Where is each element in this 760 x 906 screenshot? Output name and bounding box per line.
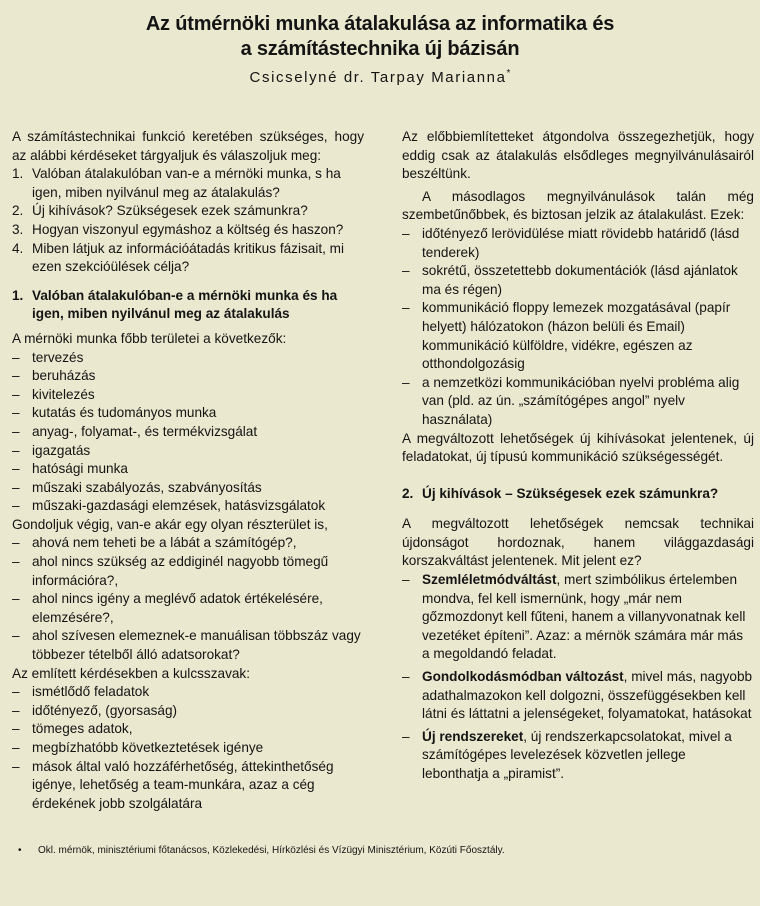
article-title — [0, 12, 760, 62]
item-text: mások által való hozzáférhetőség, áttekinthetőség igénye, lehetőség a team-munkára, azaz a cég érdekének jobb szolgálatára — [32, 758, 334, 811]
question-item — [12, 202, 364, 221]
areas-list — [12, 349, 364, 516]
item-text: megbízhatóbb következtetések igénye — [32, 740, 264, 755]
item-text: kutatás és tudományos munka — [32, 405, 217, 421]
item-text: műszaki-gazdasági elemzések, hatásvizsgálatok — [32, 498, 326, 514]
list-item — [12, 720, 364, 739]
list-item — [12, 404, 364, 423]
item-text: ahol szívesen elemeznek-e manuálisan többszáz vagy többezer tételből álló adatsorokat? — [32, 628, 361, 663]
bold-term: Gondolkodásmódban változást — [422, 669, 624, 685]
list-item — [402, 728, 754, 784]
challenges-paragraph: A megváltozott lehetőségek új kihívásokat jelentenek, új feladatokat, új típusú kommunikáció szükségességét. — [402, 430, 754, 465]
think-intro: Gondoljuk végig, van-e akár egy olyan részterület is, — [12, 516, 328, 532]
list-item — [402, 262, 754, 299]
left-column — [12, 128, 364, 813]
heading-number: 1. — [12, 287, 24, 303]
item-text: ahol nincs szükség az eddiginél nagyobb tömegű információra?, — [32, 554, 329, 588]
item-number: 3. — [12, 221, 24, 237]
section-heading-2 — [402, 485, 754, 504]
author-line — [0, 68, 760, 86]
item-number: 1. — [12, 166, 24, 182]
item-text: műszaki szabályozás, szabványosítás — [32, 479, 262, 495]
author-name: Csicselyné dr. Tarpay Marianna — [249, 69, 507, 86]
intro-paragraph: A számítástechnikai funkció keretében szükséges, hogy az alábbi kérdéseket tárgyaljuk és válaszoljuk meg: — [12, 129, 364, 163]
list-item — [12, 534, 364, 553]
question-list — [12, 165, 364, 277]
item-text: Miben látjuk az információátadás kritikus fázisait, mi ezen szekcióülések célja? — [32, 240, 345, 275]
item-text: Új kihívások? Szükségesek ezek számunkra? — [32, 203, 308, 219]
item-text: Hogyan viszonyul egymáshoz a költség és haszon? — [32, 221, 344, 237]
section-heading-1 — [12, 287, 364, 324]
footnote-mark: • — [18, 845, 22, 856]
change-paragraph: A megváltozott lehetőségek nemcsak technikai újdonságot hordoznak, hanem világgazdasági korszakváltást jelentenek. Mit jelent ez? — [402, 516, 754, 569]
dash-marker: – — [12, 591, 20, 607]
dash-marker: – — [12, 349, 20, 365]
dash-marker: – — [402, 300, 410, 316]
item-text: ahová nem teheti be a lábát a számítógép?, — [32, 535, 297, 551]
item-text: igazgatás — [32, 442, 91, 458]
item-text: időtényező lerövidülése miatt rövidebb határidő (lásd tenderek) — [422, 225, 740, 260]
bold-term: Szemléletmódváltást — [422, 572, 557, 588]
item-text: kommunikáció floppy lemezek mozgatásával (papír helyett) hálózatokon (házon belüli és Email) kommunikáció külföldre, vidékre, egészen az otthondolgozásig — [422, 300, 731, 372]
item-text: beruházás — [32, 368, 96, 384]
footnote — [18, 844, 505, 858]
item-text: a nemzetközi kommunikációban nyelvi probléma alig van (pld. az ún. „számítógépes angol” nyelv használata) — [422, 374, 740, 427]
list-item — [12, 442, 364, 461]
item-text: tömeges adatok, — [32, 721, 133, 737]
dash-marker: – — [12, 461, 20, 477]
list-item — [12, 423, 364, 442]
areas-intro: A mérnöki munka főbb területei a következők: — [12, 330, 287, 346]
question-item — [12, 165, 364, 202]
question-item — [12, 221, 364, 240]
list-item — [12, 739, 364, 758]
list-item — [12, 683, 364, 702]
list-item — [12, 367, 364, 386]
dash-marker: – — [12, 405, 20, 421]
item-text: anyag-, folyamat-, és termékvizsgálat — [32, 423, 258, 439]
dash-marker: – — [402, 669, 410, 685]
dash-marker: – — [12, 721, 20, 737]
summary-paragraph: Az előbbiemlítetteket átgondolva összegezhetjük, hogy eddig csak az átalakulás elsődleges megnyilvánulásairól beszéltünk. — [402, 129, 754, 182]
keywords-intro: Az említett kérdésekben a kulcsszavak: — [12, 665, 250, 681]
item-text: kivitelezés — [32, 386, 95, 402]
heading-number: 2. — [402, 485, 414, 501]
dash-marker: – — [12, 386, 20, 402]
heading-text: Valóban átalakulóban-e a mérnöki munka és ha igen, miben nyilvánul meg az átalakulás — [32, 287, 338, 322]
list-item — [12, 349, 364, 368]
shifts-list — [402, 571, 754, 784]
list-item — [12, 590, 364, 627]
item-number: 2. — [12, 203, 24, 219]
list-item — [12, 702, 364, 721]
title-line-2: a számítástechnika új bázisán — [240, 38, 520, 60]
dash-marker: – — [402, 225, 410, 241]
heading-text: Új kihívások – Szükségesek ezek számunkra? — [422, 485, 719, 501]
item-text: sokrétű, összetettebb dokumentációk (lásd ajánlatok ma és régen) — [422, 263, 738, 297]
list-item — [402, 299, 754, 373]
list-item — [12, 460, 364, 479]
list-item — [402, 374, 754, 430]
dash-marker: – — [12, 628, 20, 644]
item-text: , mivel más, nagyobb adathalmazokon kell dolgozni, összefüggésekben kell látni és láttatni a jelenségeket, folyamatokat, hatásokat — [422, 669, 753, 722]
question-item — [12, 240, 364, 277]
list-item — [402, 225, 754, 262]
footnote-text: Okl. mérnök, minisztériumi főtanácsos, Közlekedési, Hírközlési és Vízügyi Minisztérium, Közúti Főosztály. — [38, 845, 505, 856]
list-item — [402, 571, 754, 664]
dash-marker: – — [12, 554, 20, 570]
dash-marker: – — [402, 728, 410, 744]
secondary-list — [402, 225, 754, 430]
dash-marker: – — [12, 479, 20, 495]
list-item — [12, 479, 364, 498]
list-item — [12, 386, 364, 405]
dash-marker: – — [12, 423, 20, 439]
dash-marker: – — [402, 572, 410, 588]
item-number: 4. — [12, 240, 24, 256]
item-text: időtényező, (gyorsaság) — [32, 702, 178, 718]
right-column — [402, 128, 754, 784]
list-item — [12, 627, 364, 664]
item-text: , mert szimbólikus értelemben mondva, fel kell ismernünk, hogy „már nem gőzmozdonyt kell fűteni, hanem a villanyvonatnak kell vezetéket építeni”. Azaz: a mérnök számára már más a megoldandó feladat. — [422, 572, 746, 662]
dash-marker: – — [402, 263, 410, 279]
dash-marker: – — [12, 442, 20, 458]
secondary-intro: A másodlagos megnyilvánulások talán még szembetűnőbbek, és biztosan jelzik az átalakulást. Ezek: — [402, 188, 754, 223]
dash-marker: – — [12, 368, 20, 384]
item-text: , új rendszerkapcsolatokat, mivel a számítógépes levelezések közvetlen jellege lebonthatja a „piramist”. — [422, 728, 732, 781]
dash-marker: – — [12, 758, 20, 774]
dash-marker: – — [12, 684, 20, 700]
think-list — [12, 534, 364, 664]
title-line-1: Az útmérnöki munka átalakulása az informatika és — [145, 13, 615, 35]
dash-marker: – — [402, 374, 410, 390]
item-text: ahol nincs igény a meglévő adatok értékelésére, elemzésére?, — [32, 591, 323, 625]
list-item — [402, 668, 754, 724]
item-text: Valóban átalakulóban van-e a mérnöki munka, s ha igen, miben nyilvánul meg az átalakulás? — [32, 166, 341, 200]
dash-marker: – — [12, 535, 20, 551]
dash-marker: – — [12, 740, 20, 755]
keywords-list — [12, 683, 364, 813]
item-text: tervezés — [32, 349, 84, 365]
dash-marker: – — [12, 702, 20, 718]
dash-marker: – — [12, 498, 20, 514]
author-footnote-mark: * — [506, 68, 511, 79]
list-item — [12, 497, 364, 516]
list-item — [12, 553, 364, 590]
item-text: ismétlődő feladatok — [32, 684, 150, 700]
bold-term: Új rendszereket — [422, 728, 524, 744]
list-item — [12, 758, 364, 814]
item-text: hatósági munka — [32, 461, 128, 477]
